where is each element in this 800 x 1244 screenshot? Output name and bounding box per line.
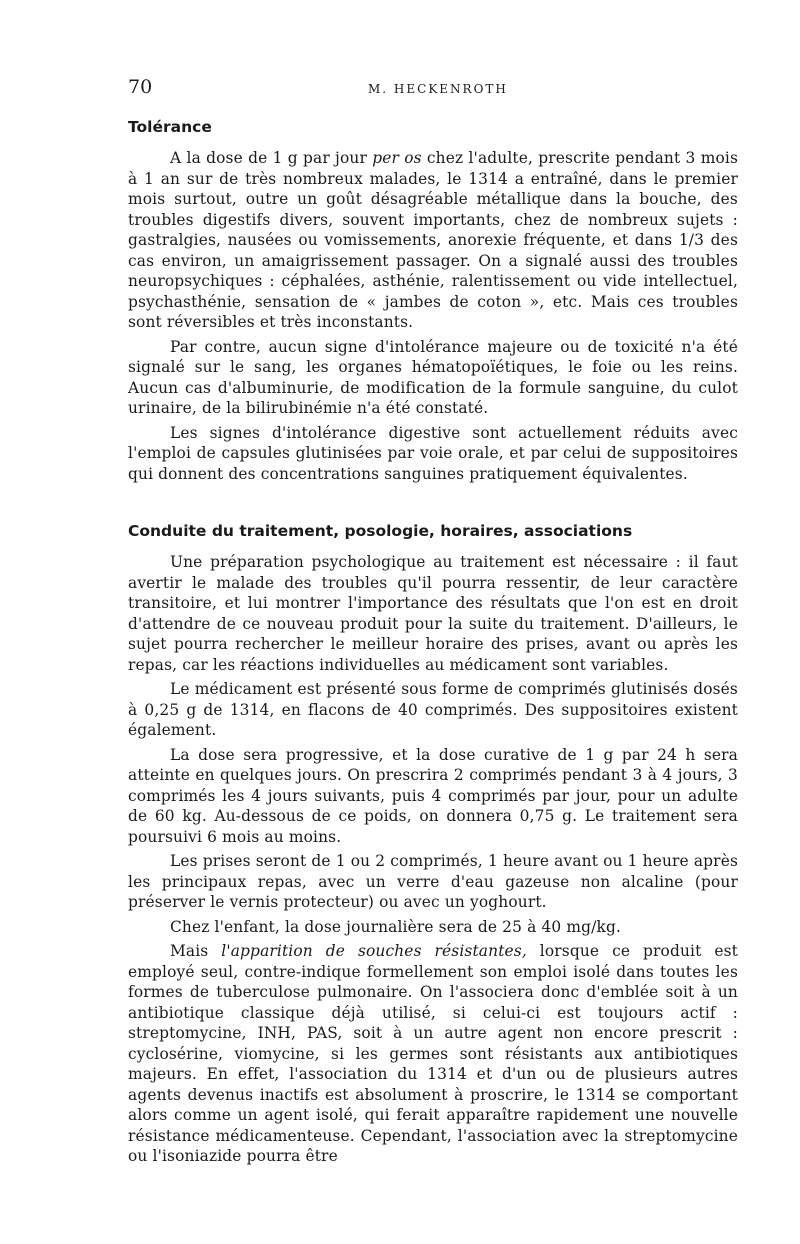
section-heading-tolerance: Tolérance bbox=[128, 118, 212, 136]
page-number: 70 bbox=[128, 76, 153, 98]
paragraph: Le médicament est présenté sous forme de comprimés glutinisés dosés à 0,25 g de 1314, en flacons de 40 comprimés. Des suppositoires existent également. bbox=[128, 680, 738, 739]
section-heading-treatment: Conduite du traitement, posologie, horaires, associations bbox=[128, 522, 633, 540]
paragraph: La dose sera progressive, et la dose curative de 1 g par 24 h sera atteinte en quelques jours. On prescrira 2 comprimés pendant 3 à 4 jours, 3 comprimés les 4 jours suivants, puis 4 comprimés par jour, pour un adulte de 60 kg. Au-dessous de ce poids, on donnera 0,75 g. Le traitement sera poursuivi 6 mois au moins. bbox=[128, 745, 738, 846]
page-header bbox=[128, 72, 738, 102]
running-head: M. HECKENROTH bbox=[368, 82, 508, 96]
section-tolerance bbox=[128, 118, 738, 488]
paragraph: Une préparation psychologique au traitement est nécessaire : il faut avertir le malade des troubles qu'il pourra ressentir, de leur caractère transitoire, et lui montrer l'importance des résultats que l'on est en droit d'attendre de ce nouveau produit pour la suite du traitement. D'ailleurs, le sujet pourra rechercher le meilleur horaire des prises, avant ou après les repas, car les réactions individuelles au médicament sont variables. bbox=[128, 553, 738, 674]
paragraph: Mais l'apparition de souches résistantes, lorsque ce produit est employé seul, contre-indique formellement son emploi isolé dans toutes les formes de tuberculose pulmonaire. On l'associera donc d'emblée soit à un antibiotique classique déjà utilisé, si celui-ci est toujours actif : streptomycine, INH, PAS, soit à un autre agent non encore prescrit : cyclosérine, viomycine, si les germes sont résistants aux antibiotiques majeurs. En effet, l'association du 1314 et d'un ou de plusieurs autres agents devenus inactifs est absolument à proscrire, le 1314 se comportant alors comme un agent isolé, qui ferait apparaître rapidement une nouvelle résistance médicamenteuse. Cependant, l'association avec la streptomycine ou l'isoniazide pourra être bbox=[128, 942, 738, 1165]
italic-text: l'apparition de souches résistantes, bbox=[221, 942, 527, 960]
section-treatment bbox=[128, 522, 738, 1171]
paragraph: Les signes d'intolérance digestive sont actuellement réduits avec l'emploi de capsules glutinisées par voie orale, et par celui de suppositoires qui donnent des concentrations sanguines pratiquement équivalentes. bbox=[128, 423, 738, 483]
italic-text: per os bbox=[372, 149, 422, 167]
paragraph: Par contre, aucun signe d'intolérance majeure ou de toxicité n'a été signalé sur le sang, les organes hématopoïétiques, le foie ou les reins. Aucun cas d'albuminurie, de modification de la formule sanguine, du culot urinaire, de la bilirubinémie n'a été constaté. bbox=[128, 337, 738, 417]
paragraph: Les prises seront de 1 ou 2 comprimés, 1 heure avant ou 1 heure après les principaux repas, avec un verre d'eau gazeuse non alcaline (pour préserver le vernis protecteur) ou avec un yoghourt. bbox=[128, 852, 738, 911]
paragraph: A la dose de 1 g par jour per os chez l'adulte, prescrite pendant 3 mois à 1 an sur de très nombreux malades, le 1314 a entraîné, dans le premier mois surtout, outre un goût désagréable métallique dans la bouche, des troubles digestifs divers, souvent importants, chez de nombreux sujets : gastralgies, nausées ou vomissements, anorexie fréquente, et dans 1/3 des cas environ, un amaigrissement passager. On a signalé aussi des troubles neuropsychiques : céphalées, asthénie, ralentissement ou vide intellectuel, psychasthénie, sensation de « jambes de coton », etc. Mais ces troubles sont réversibles et très inconstants. bbox=[128, 149, 738, 331]
paragraph: Chez l'enfant, la dose journalière sera de 25 à 40 mg/kg. bbox=[170, 917, 621, 936]
